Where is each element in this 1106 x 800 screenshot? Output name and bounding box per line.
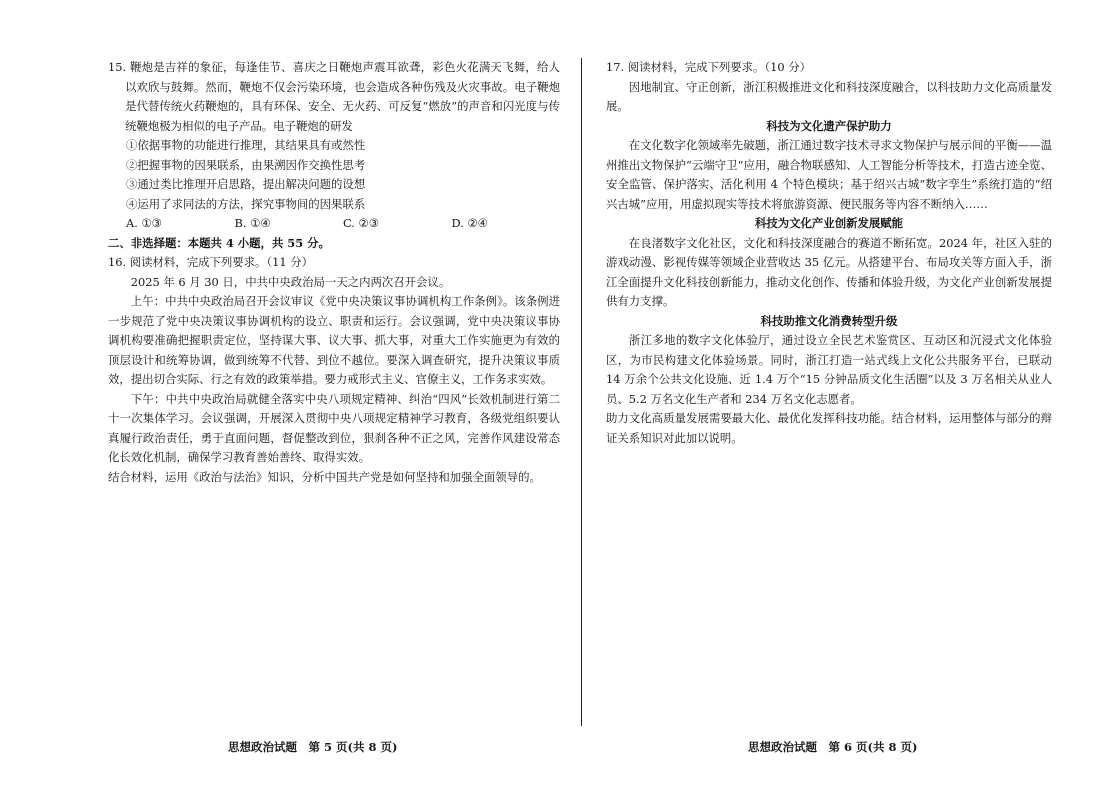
question-15-option-4: ④运用了求同法的方法，探究事物间的因果联系 — [126, 196, 366, 211]
question-15-choices — [108, 214, 560, 234]
section-2-heading: 二、非选择题：本题共 4 小题，共 55 分。 — [108, 235, 330, 250]
choice-a: A. ①③ — [126, 216, 162, 230]
question-15-option-2: ②把握事物的因果联系，由果溯因作交换性思考 — [126, 157, 366, 172]
question-17-intro: 因地制宜、守正创新，浙江积极推进文化和科技深度融合，以科技助力文化高质量发展。 — [606, 79, 1052, 113]
material-heading-3: 科技助推文化消费转型升级 — [760, 313, 898, 328]
material-heading-1: 科技为文化遗产保护助力 — [766, 118, 892, 133]
question-17-task: 助力文化高质量发展需要最大化、最优化发挥科技功能。结合材料，运用整体与部分的辩证关系知识对此加以说明。 — [606, 411, 1052, 445]
question-15-stem: 15. 鞭炮是吉祥的象征，每逢佳节、喜庆之日鞭炮声震耳欲聋，彩色火花满天飞舞，给人以欢欣与鼓舞。然而，鞭炮不仅会污染环境，也会造成各种伤残及火灾事故。电子鞭炮是代替传统火药鞭炮的，具有环保、安全、无火药、可反复“燃放”的声音和闪光度与传统鞭炮极为相似的电子产品。电子鞭炮的研发 — [108, 60, 560, 133]
question-16-title: 16. 阅读材料，完成下列要求。（11 分） — [108, 255, 314, 269]
choice-d: D. ②④ — [451, 216, 488, 230]
page-divider — [581, 58, 582, 726]
choice-b: B. ①④ — [234, 216, 271, 230]
left-page-column — [108, 58, 560, 487]
question-16-paragraph-1: 2025 年 6 月 30 日，中共中央政治局一天之内两次召开会议。 — [130, 274, 451, 289]
question-16-task: 结合材料，运用《政治与法治》知识，分析中国共产党是如何坚持和加强全面领导的。 — [108, 469, 541, 484]
material-paragraph-2: 在良渚数字文化社区，文化和科技深度融合的赛道不断拓宽。2024 年，社区入驻的游戏动漫、影视传媒等领域企业营收达 35 亿元。从搭建平台、布局攻关等方面入手，浙江全面提升文化科技创新能力，推动文化创作、传播和体验升级，为文化产业创新发展提供有力支撑。 — [606, 235, 1052, 308]
material-paragraph-1: 在文化数字化领域率先破题，浙江通过数字技术寻求文物保护与展示间的平衡——温州推出文物保护“云端守卫”应用，融合物联感知、人工智能分析等技术，打造古迹全览、安全监管、保护落实、活化利用 4 个特色模块；基于绍兴古城“数字孪生”系统打造的“绍兴古城”应用，用虚拟现实等技术将旅游资源、便民服务等内容不断纳入…… — [606, 138, 1052, 211]
question-15-option-3: ③通过类比推理开启思路，提出解决问题的设想 — [126, 177, 366, 191]
left-page-footer: 思想政治试题 第 5 页(共 8 页) — [228, 740, 398, 754]
question-15-option-1: ①依据事物的功能进行推理，其结果具有或然性 — [126, 138, 366, 152]
question-16-paragraph-2: 上午：中共中央政治局召开会议审议《党中央决策议事协调机构工作条例》。该条例进一步规范了党中央决策议事协调机构的设立、职责和运行。会议强调，党中央决策议事协调机构要准确把握职责定位，坚持谋大事、议大事、抓大事，对重大工作实施更为有效的顶层设计和统筹协调，做到统筹不代替、到位不越位。要深入调查研究，提升决策议事质效，提出切合实际、行之有效的政策举措。要力戒形式主义、官僚主义，工作务求实效。 — [108, 294, 560, 386]
right-page-column — [606, 58, 1052, 448]
question-17-title: 17. 阅读材料，完成下列要求。（10 分） — [606, 60, 812, 74]
material-heading-2: 科技为文化产业创新发展赋能 — [754, 216, 904, 230]
choice-c: C. ②③ — [343, 216, 379, 230]
material-paragraph-3: 浙江多地的数字文化体验厅，通过设立全民艺术鉴赏区、互动区和沉浸式文化体验区，为市民构建文化体验场景。同时，浙江打造一站式线上文化公共服务平台，已联动 14 万余个公共文化设施、近 1.4 万个“15 分钟品质文化生活圈”以及 3 万名相关从业人员、5.2 万名文化生产者和 234 万名文化志愿者。 — [606, 333, 1052, 406]
question-16-paragraph-3: 下午：中共中央政治局就健全落实中央八项规定精神、纠治“四风”长效机制进行第二十一次集体学习。会议强调，开展深入贯彻中央八项规定精神学习教育，各级党组织要认真履行政治责任，勇于直面问题，督促整改到位，狠刹各种不正之风，完善作风建设常态化长效化机制，确保学习教育善始善终、取得实效。 — [108, 391, 560, 464]
right-page-footer: 思想政治试题 第 6 页(共 8 页) — [748, 740, 918, 754]
